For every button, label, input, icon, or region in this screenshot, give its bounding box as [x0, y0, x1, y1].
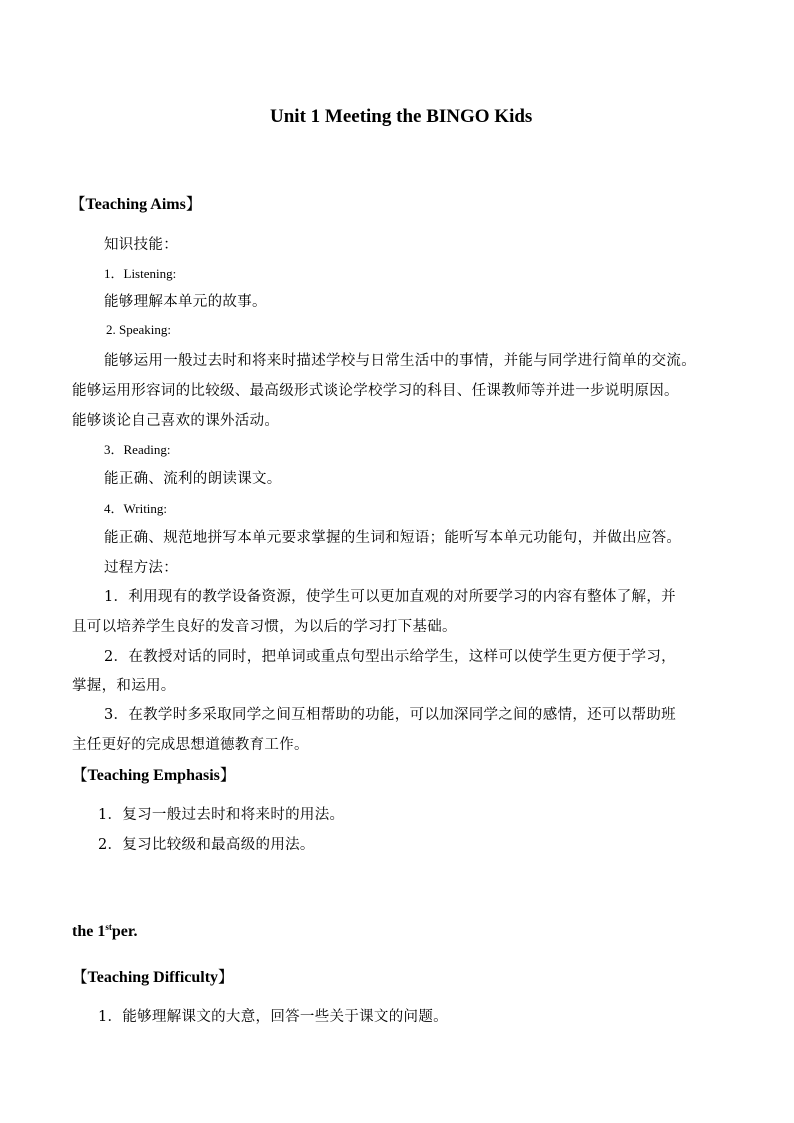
period-label [72, 922, 137, 941]
period-suffix: per. [111, 923, 138, 940]
teaching-emphasis-heading-text: Teaching Emphasis [87, 767, 220, 784]
speaking-text-2: 能够运用形容词的比较级、最高级形式谈论学校学习的科目、任课教师等并进一步说明原因。 [72, 383, 679, 399]
bracket-open: 【 [70, 195, 86, 213]
difficulty-item-1: 1．能够理解课文的大意，回答一些关于课文的问题。 [98, 1009, 448, 1025]
period-sup: st [105, 922, 112, 932]
reading-label: 3．Reading: [104, 442, 171, 457]
process-item-3b: 主任更好的完成思想道德教育工作。 [72, 737, 309, 753]
writing-label: 4．Writing: [104, 501, 168, 516]
teaching-difficulty-heading [72, 965, 234, 987]
bracket-open: 【 [72, 766, 88, 784]
skills-label: 知识技能： [104, 237, 178, 253]
listening-label: 1．Listening: [104, 266, 177, 281]
process-item-1b: 且可以培养学生良好的发音习惯，为以后的学习打下基础。 [72, 619, 457, 635]
listening-text: 能够理解本单元的故事。 [104, 294, 267, 310]
process-item-2b: 掌握，和运用。 [72, 678, 176, 694]
teaching-emphasis-heading [72, 763, 235, 785]
bracket-open: 【 [72, 968, 88, 986]
speaking-text-1: 能够运用一般过去时和将来时描述学校与日常生活中的事情，并能与同学进行简单的交流。 [104, 353, 696, 369]
process-item-2a: 2．在教授对话的同时，把单词或重点句型出示给学生，这样可以使学生更方便于学习， [104, 649, 676, 665]
teaching-aims-heading [70, 192, 201, 214]
document-title: Unit 1 Meeting the BINGO Kids [270, 106, 533, 127]
writing-text: 能正确、规范地拼写本单元要求掌握的生词和短语；能听写本单元功能句，并做出应答。 [104, 530, 682, 546]
emphasis-item-2: 2．复习比较级和最高级的用法。 [98, 837, 315, 853]
speaking-label: 2. Speaking: [106, 322, 171, 337]
speaking-text-3: 能够谈论自己喜欢的课外活动。 [72, 413, 280, 429]
teaching-difficulty-heading-text: Teaching Difficulty [87, 969, 219, 986]
bracket-close: 】 [219, 766, 236, 784]
reading-text: 能正确、流利的朗读课文。 [104, 471, 282, 487]
emphasis-item-1: 1．复习一般过去时和将来时的用法。 [98, 807, 345, 823]
process-item-3a: 3．在教学时多采取同学之间互相帮助的功能，可以加深同学之间的感情，还可以帮助班 [104, 707, 676, 723]
bracket-close: 】 [185, 195, 202, 213]
bracket-close: 】 [218, 968, 234, 986]
teaching-aims-heading-text: Teaching Aims [85, 196, 186, 213]
process-label: 过程方法： [104, 560, 178, 576]
process-item-1a: 1．利用现有的教学设备资源，使学生可以更加直观的对所要学习的内容有整体了解，并 [104, 589, 676, 605]
period-prefix: the 1 [72, 923, 106, 940]
